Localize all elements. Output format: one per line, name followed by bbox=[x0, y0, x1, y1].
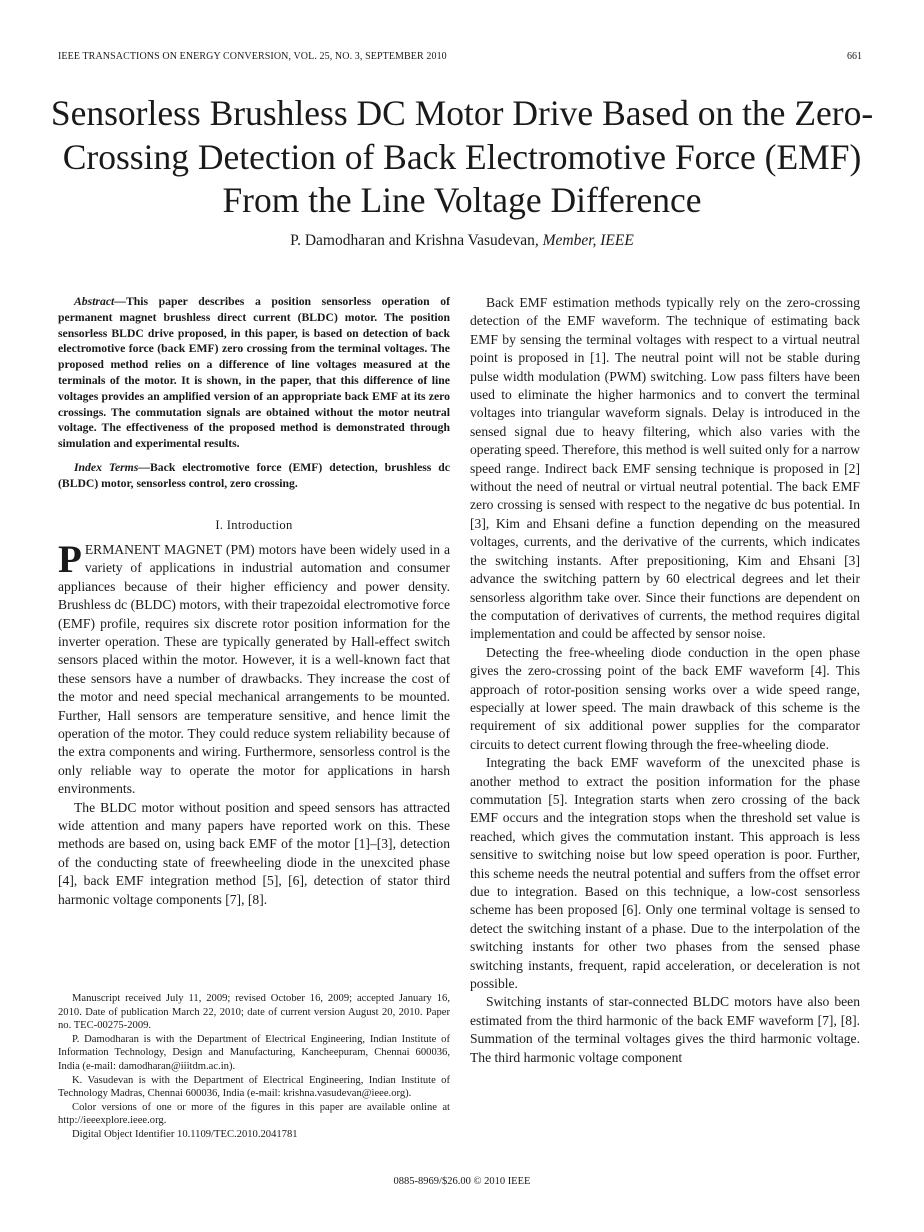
index-terms-text: Back electromotive force (EMF) detection, brushless dc (BLDC) motor, sensorless control, zero crossing. bbox=[58, 460, 450, 490]
intro-paragraph-1 bbox=[58, 537, 450, 799]
author-names: P. Damodharan and Krishna Vasudevan bbox=[290, 232, 535, 249]
right-paragraph-1: Back EMF estimation methods typically rely on the zero-crossing detection of the EMF waveform. The technique of estimating back EMF by sensing the terminal voltages with respect to a virtual neutral point is proposed in [1]. The neutral point will not be stable during pulse width modulation (PWM) switching. Low pass filters have been used to eliminate the higher harmonics and to convert the terminal voltages into triangular waveform signals. Delay is introduced in the sensed signal due to heavy filtering, which also varies with the operating speed. Therefore, this method is well suited only for a narrow speed range. Indirect back EMF sensing technique is proposed in [2] without the need of neutral or virtual neutral potential. The back EMF zero crossing is sensed with respect to the negative dc bus potential. In [3], Kim and Ehsani define a function depending on the measured voltages, currents, and the derivative of the currents, which indicates the switching instants. After prepositioning, Kim and Ehsani [3] advance the switching pattern by 60 electrical degrees and let their sensorless algorithm take over. Since their functions are dependent on the computation of derivatives of currents, the method requires digital implementation and could be affected by sensor noise. bbox=[470, 295, 860, 642]
footnote-author-1: P. Damodharan is with the Department of Electrical Engineering, Indian Institute of Information Technology, Design and Manufacturing, Kancheepuram, Chennai 600036, India (e-mail: damodharan@iiitdm.ac.in). bbox=[58, 1033, 450, 1072]
paper-title: Sensorless Brushless DC Motor Drive Based on the Zero-Crossing Detection of Back Electromotive Force (EMF) From the Line Voltage Difference bbox=[50, 93, 874, 220]
index-terms-label: Index Terms— bbox=[74, 460, 151, 474]
drop-cap: P bbox=[58, 537, 82, 581]
index-terms bbox=[58, 460, 450, 492]
author-membership: , Member, IEEE bbox=[534, 232, 634, 249]
footnote-doi: Digital Object Identifier 10.1109/TEC.2010.2041781 bbox=[72, 1128, 298, 1140]
footnote-color: Color versions of one or more of the figures in this paper are available online at http://ieeexplore.ieee.org. bbox=[58, 1101, 450, 1127]
footnote-author-2: K. Vasudevan is with the Department of Electrical Engineering, Indian Institute of Technology Madras, Chennai 600036, India (e-mail: krishna.vasudevan@ieee.org). bbox=[58, 1074, 450, 1100]
running-header: IEEE TRANSACTIONS ON ENERGY CONVERSION, VOL. 25, NO. 3, SEPTEMBER 2010 bbox=[58, 51, 447, 62]
author-line bbox=[40, 232, 884, 250]
abstract-label: Abstract— bbox=[74, 295, 126, 308]
abstract-text: This paper describes a position sensorless operation of permanent magnet brushless direct current (BLDC) motor. The position sensorless BLDC drive proposed, in this paper, is based on detection of back electromotive force (back EMF) zero crossing from the terminal voltages. The proposed method relies on a difference of line voltages measured at the terminals of the motor. It is shown, in the paper, that this difference of line voltages provides an amplified version of an appropriate back EMF at its zero crossings. The commutation signals are obtained without the motor neutral voltage. The effectiveness of the proposed method is demonstrated through simulation and experimental results. bbox=[58, 295, 450, 451]
intro-paragraph-2: The BLDC motor without position and speed sensors has attracted wide attention and many papers have reported work on this. These methods are based on, using back EMF of the motor [1]–[3], detection of the conducting state of freewheeling diode in the unexcited phase [4], back EMF integration method [5], [6], detection of stator third harmonic voltage components [7], [8]. bbox=[58, 799, 450, 907]
right-paragraph-2: Detecting the free-wheeling diode conduction in the open phase gives the zero-crossing point of the back EMF waveform [4]. This approach of rotor-position sensing works over a wide speed range, especially at lower speed. The main drawback of this scheme is the requirement of six additional power supplies for the comparator circuits to detect current flowing through the free-wheeling diode. bbox=[470, 644, 860, 752]
right-paragraph-3: Integrating the back EMF waveform of the unexcited phase is another method to extract the position information for the phase commutation [5]. Integration starts when zero crossing of the back EMF occurs and the integration stops when the threshold set value is reached, which gives the commutation instant. This approach is less sensitive to switching noise but low speed operation is poor. Further, this scheme needs the neutral potential and suffers from the offset error due to integration. Based on this technique, a low-cost sensorless scheme has been proposed [6]. Only one terminal voltage is sensed to detect the switching instant of a phase. Due to the interpolation of the switching instants for other two phases from the sensed phase switching instants, frequent, rapid acceleration, or deceleration is not possible. bbox=[470, 755, 860, 992]
left-column bbox=[58, 294, 450, 909]
footnote-manuscript: Manuscript received July 11, 2009; revised October 16, 2009; accepted January 16, 2010. Date of publication March 22, 2010; date of current version August 20, 2010. Paper no. TEC-00275-2009. bbox=[58, 993, 450, 1032]
page-number: 661 bbox=[847, 51, 862, 62]
abstract bbox=[58, 294, 450, 452]
copyright-footer: 0885-8969/$26.00 © 2010 IEEE bbox=[393, 1176, 531, 1187]
right-column bbox=[470, 294, 860, 1067]
intro-paragraph-1-text: ERMANENT MAGNET (PM) motors have been widely used in a variety of applications in industrial automation and consumer appliances because of their higher efficiency and power density. Brushless dc (BLDC) motors, with their trapezoidal electromotive force (EMF) profile, requires six discrete rotor position information for the inverter operation. These are typically generated by Hall-effect switch sensors placed within the motor. However, it is a well-known fact that these sensors have a number of drawbacks. They increase the cost of the motor and need special mechanical arrangements to be mounted. Further, Hall sensors are temperature sensitive, and hence limit the operation of the motor. They could reduce system reliability because of the extra components and wiring. Furthermore, sensorless control is the only reliable way to operate the motor for applications in harsh environments. bbox=[58, 541, 450, 797]
section-heading-introduction: I. Introduction bbox=[215, 517, 293, 532]
footnotes bbox=[58, 992, 450, 1142]
right-paragraph-4: Switching instants of star-connected BLDC motors have also been estimated from the third harmonic of the back EMF waveform [7], [8]. Summation of the terminal voltages gives the third harmonic voltage. The third harmonic voltage component bbox=[470, 994, 860, 1065]
